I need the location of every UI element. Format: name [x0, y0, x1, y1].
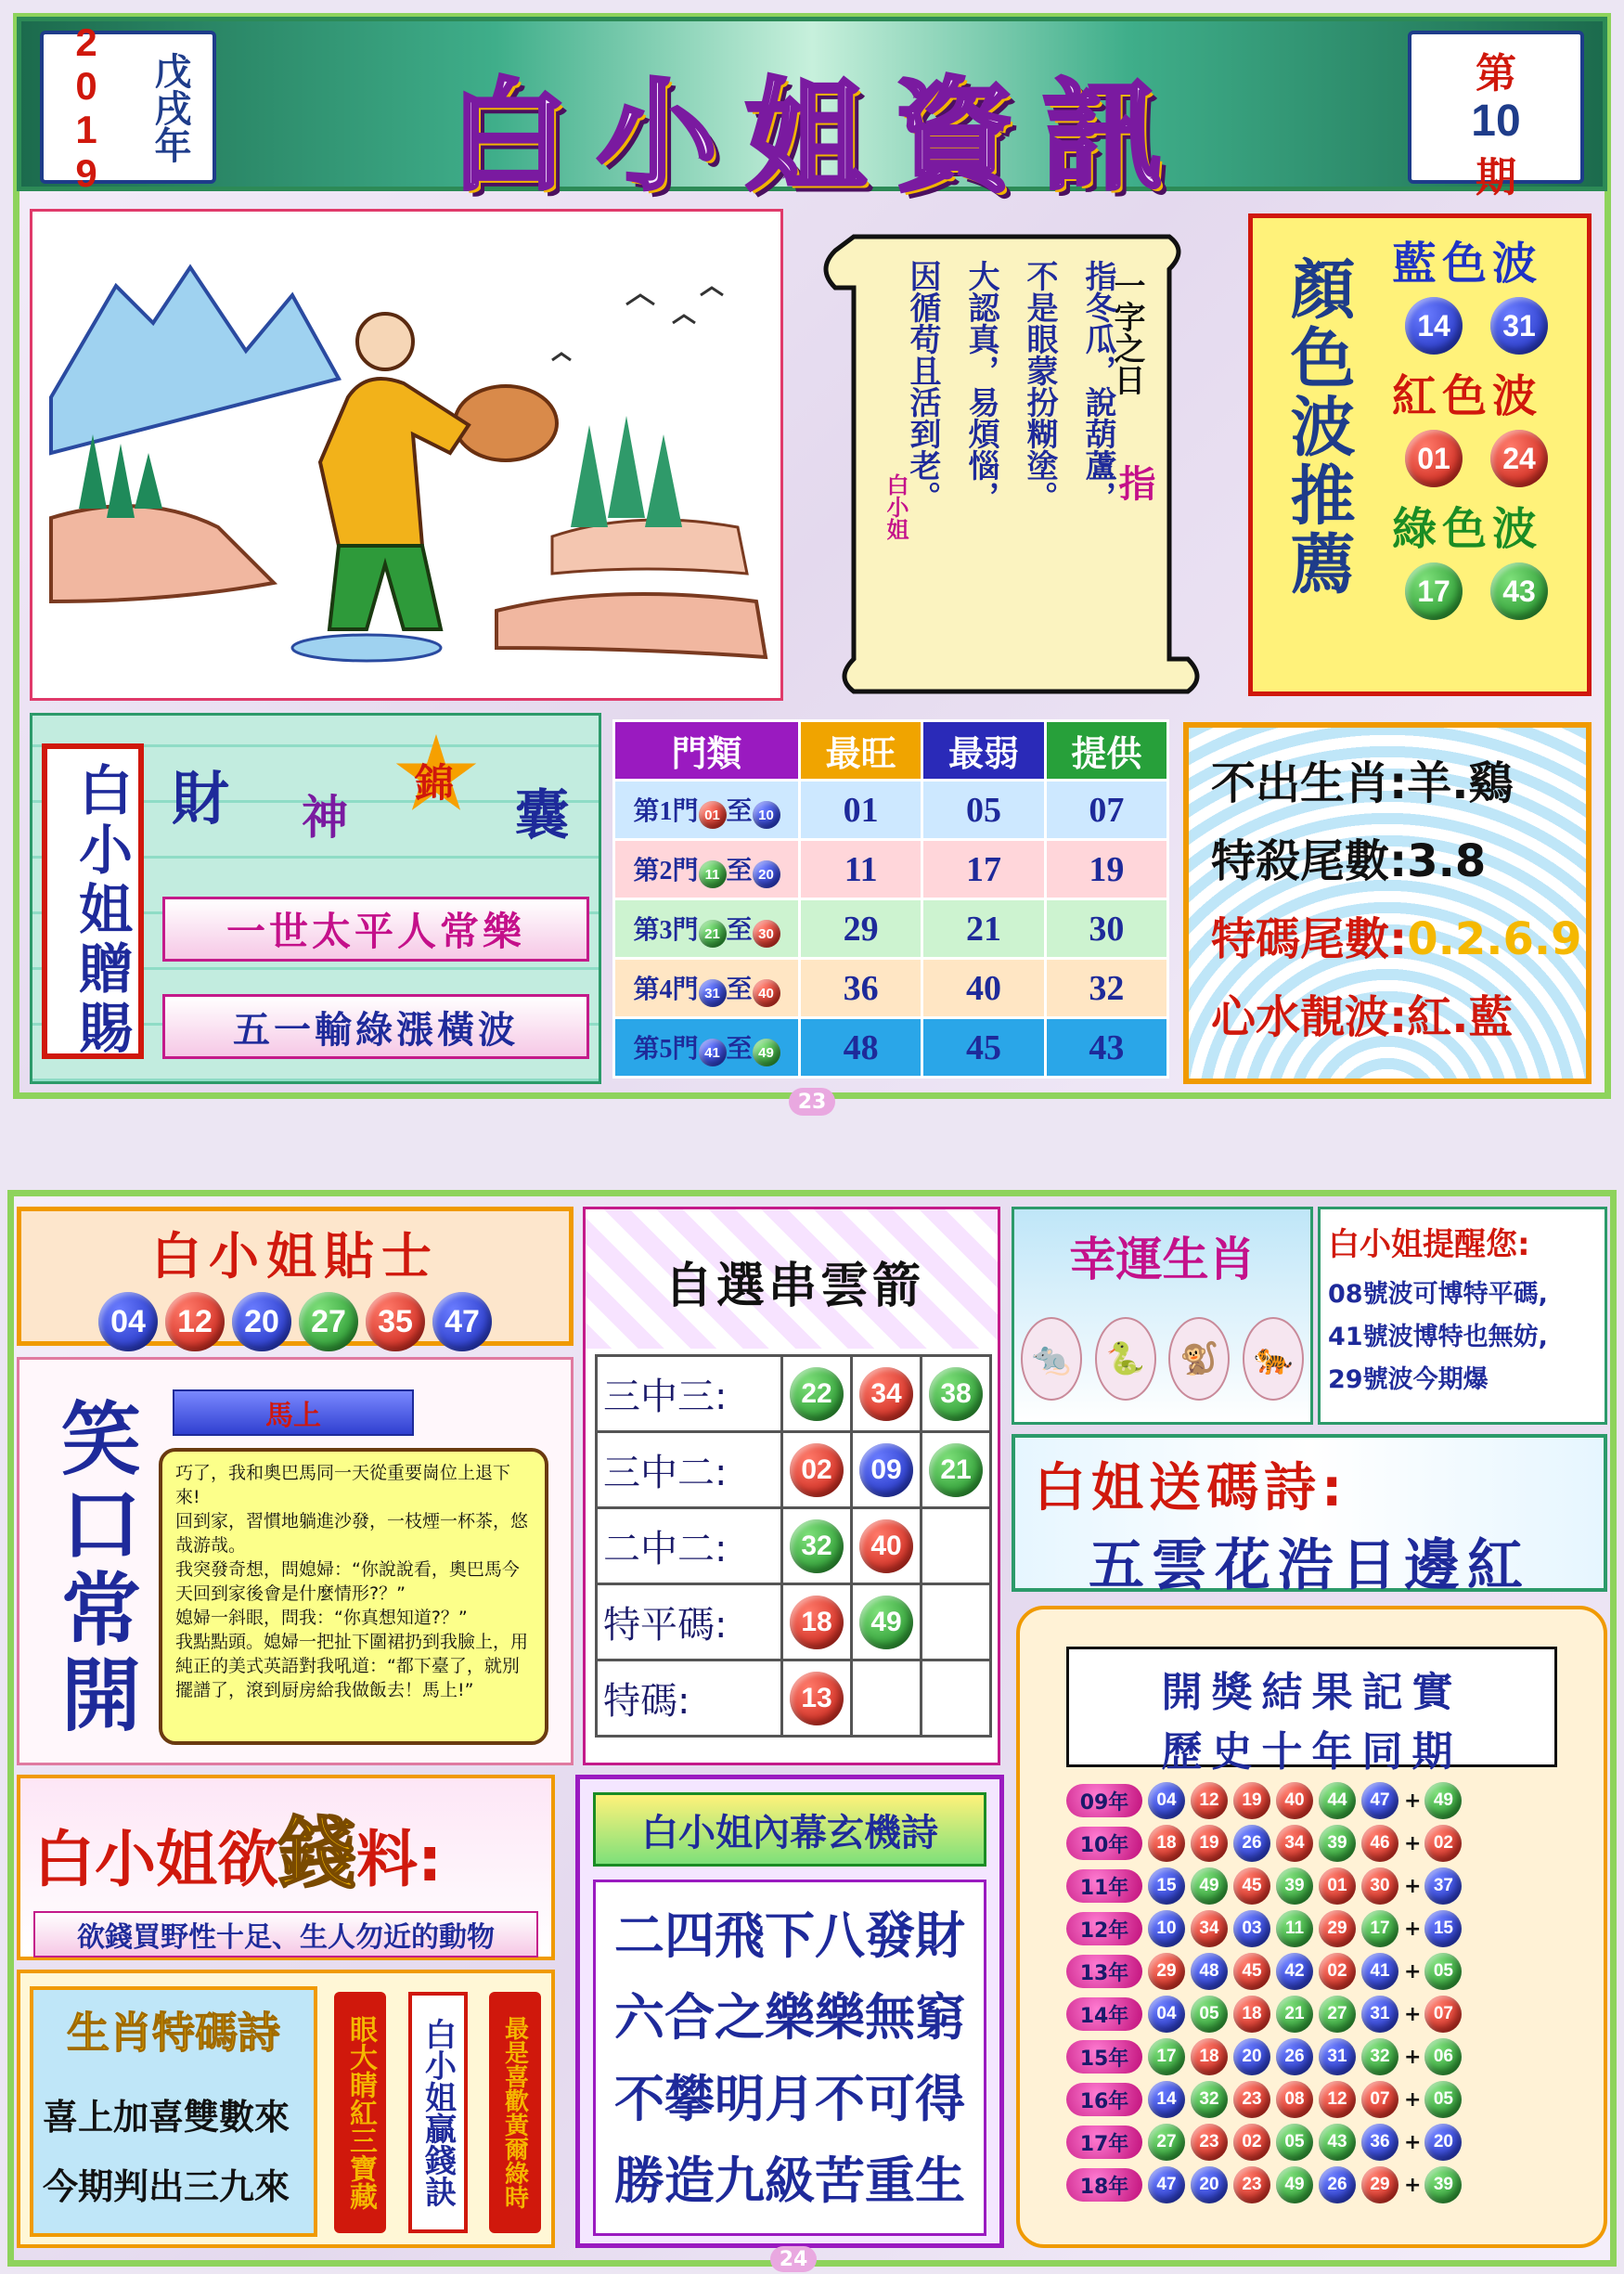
- scroll-right-text: 最是喜歡黃爾綠時: [489, 1992, 541, 2233]
- info-panel: [1183, 722, 1592, 1084]
- plus-sign: +: [1404, 1831, 1422, 1855]
- info-no-zodiac: 不出生肖:羊.鷄: [1211, 757, 1514, 809]
- combo-ball: 21: [929, 1443, 983, 1497]
- combo-ball: 32: [790, 1519, 844, 1573]
- door-header-min: 最弱: [922, 721, 1045, 781]
- combo-header: [586, 1209, 998, 1349]
- combo-ball: 49: [859, 1596, 913, 1649]
- history-year: 11年: [1066, 1869, 1142, 1903]
- combo-ball: 13: [790, 1672, 844, 1725]
- green-wave-label: 綠色波: [1392, 503, 1543, 555]
- history-special-ball: 49: [1424, 1782, 1462, 1819]
- secret-poem-line: 勝造九級苦重生: [614, 2151, 965, 2210]
- combo-label: 三中三:: [597, 1356, 782, 1432]
- history-ball: 26: [1276, 2038, 1313, 2075]
- combo-label: 三中二:: [597, 1432, 782, 1508]
- combo-ball: 02: [790, 1443, 844, 1497]
- info-kill-tail: 特殺尾數:3.8: [1211, 835, 1487, 887]
- door-row-2: [614, 840, 1168, 899]
- door-row-4: [614, 959, 1168, 1018]
- history-ball: 18: [1148, 1825, 1185, 1862]
- history-ball: 23: [1233, 2081, 1270, 2118]
- history-ball: 41: [1361, 1953, 1398, 1990]
- blue-wave-label: 藍色波: [1392, 238, 1543, 290]
- history-ball: 18: [1191, 2038, 1228, 2075]
- history-row: [1066, 1994, 1604, 2035]
- history-year: 13年: [1066, 1955, 1142, 1988]
- door-header-offer: 提供: [1045, 721, 1167, 781]
- color-wave-title: 顏色波推薦: [1280, 255, 1356, 599]
- history-special-ball: 02: [1424, 1825, 1462, 1862]
- info-wave: 心水靚波:紅.藍: [1211, 991, 1514, 1043]
- door-cell: 45: [922, 1018, 1045, 1078]
- door-cell: 32: [1045, 959, 1167, 1018]
- history-ball: 26: [1319, 2166, 1356, 2203]
- plus-sign: +: [1404, 1789, 1422, 1813]
- history-special-ball: 05: [1424, 2081, 1462, 2118]
- history-year: 15年: [1066, 2040, 1142, 2074]
- secret-poem-line: 六合之樂樂無窮: [614, 1988, 965, 2047]
- plus-sign: +: [1404, 1917, 1422, 1941]
- zodiac-poem-title: 生肖特碼詩: [67, 2008, 280, 2058]
- history-ball: 17: [1148, 2038, 1185, 2075]
- door-cell: 36: [800, 959, 922, 1018]
- history-ball: 04: [1148, 1996, 1185, 2033]
- history-ball: 43: [1319, 2124, 1356, 2161]
- history-year: 16年: [1066, 2083, 1142, 2116]
- tip-ball: 04: [98, 1292, 158, 1351]
- history-ball: 36: [1361, 2124, 1398, 2161]
- reminder-line-3: 29號波今期爆: [1328, 1365, 1489, 1394]
- tips-title: 白小姐貼士: [151, 1227, 439, 1286]
- scroll-poem: [798, 232, 1234, 696]
- history-ball: 49: [1276, 2166, 1313, 2203]
- history-ball: 10: [1148, 1910, 1185, 1947]
- plus-sign: +: [1404, 2002, 1422, 2026]
- ball-01: 01: [1405, 430, 1463, 487]
- monkey-icon: 🐒: [1168, 1317, 1230, 1401]
- snake-icon: 🐍: [1095, 1317, 1156, 1401]
- history-ball: 40: [1276, 1782, 1313, 1819]
- history-ball: 21: [1276, 1996, 1313, 2033]
- scroll-left-text: 眼大睛紅三寶藏: [334, 1992, 386, 2233]
- history-ball: 19: [1191, 1825, 1228, 1862]
- history-ball: 32: [1361, 2038, 1398, 2075]
- door-header-max: 最旺: [800, 721, 922, 781]
- history-ball: 44: [1319, 1782, 1356, 1819]
- history-special-ball: 07: [1424, 1996, 1462, 2033]
- door-cell: 43: [1045, 1018, 1167, 1078]
- door-cell: 40: [922, 959, 1045, 1018]
- door-cell: 17: [922, 840, 1045, 899]
- combo-label: 特碼:: [597, 1660, 782, 1737]
- lucky-title: 幸運生肖: [1069, 1233, 1256, 1286]
- combo-row: [597, 1660, 991, 1737]
- history-ball: 34: [1276, 1825, 1313, 1862]
- riddle-head: 一字之日: [1108, 269, 1145, 395]
- history-special-ball: 37: [1424, 1867, 1462, 1905]
- lucky-panel: [1012, 1207, 1313, 1425]
- red-wave-label: 紅色波: [1392, 370, 1543, 422]
- year-number: 2019: [64, 19, 109, 195]
- door-cell: 21: [922, 899, 1045, 959]
- history-ball: 45: [1233, 1953, 1270, 1990]
- gift-word-cai: 財: [172, 765, 230, 833]
- history-ball: 39: [1276, 1867, 1313, 1905]
- history-ball: 20: [1191, 2166, 1228, 2203]
- color-wave-panel: [1248, 213, 1592, 696]
- combo-ball: 38: [929, 1367, 983, 1421]
- history-ball: 08: [1276, 2081, 1313, 2118]
- history-ball: 29: [1319, 1910, 1356, 1947]
- rat-icon: 🐀: [1021, 1317, 1082, 1401]
- history-ball: 11: [1276, 1910, 1313, 1947]
- combo-row: [597, 1508, 991, 1584]
- ball-14: 14: [1405, 297, 1463, 355]
- history-year: 10年: [1066, 1827, 1142, 1860]
- door-header-type: 門類: [614, 721, 800, 781]
- secret-poem-title: 白小姐內幕玄機詩: [593, 1792, 986, 1867]
- combo-ball: 34: [859, 1367, 913, 1421]
- gift-line-2: 五一輸綠漲橫波: [162, 994, 589, 1059]
- history-title-1: 開獎結果記實: [1161, 1669, 1463, 1716]
- door-cell: 07: [1045, 781, 1167, 840]
- page-number-23: 23: [789, 1088, 835, 1116]
- history-ball: 18: [1233, 1996, 1270, 2033]
- illustration-panel: [30, 209, 783, 701]
- combo-label: 二中二:: [597, 1508, 782, 1584]
- history-title-2: 歷史十年同期: [1161, 1728, 1463, 1776]
- history-ball: 05: [1276, 2124, 1313, 2161]
- tip-ball: 35: [366, 1292, 425, 1351]
- history-panel: [1016, 1606, 1607, 2248]
- history-year: 14年: [1066, 1997, 1142, 2031]
- history-year: 18年: [1066, 2168, 1142, 2202]
- history-year: 09年: [1066, 1784, 1142, 1817]
- history-ball: 27: [1148, 2124, 1185, 2161]
- scroll-line-2: 不是眼蒙扮糊塗。: [1021, 260, 1058, 512]
- history-ball: 15: [1148, 1867, 1185, 1905]
- history-ball: 27: [1319, 1996, 1356, 2033]
- scroll-mid-text: 白小姐贏錢訣: [408, 1992, 468, 2233]
- plus-sign: +: [1404, 1874, 1422, 1898]
- door-row-5: [614, 1018, 1168, 1078]
- history-row: [1066, 2079, 1604, 2120]
- door-table: [612, 719, 1169, 1079]
- combo-ball: 18: [790, 1596, 844, 1649]
- ball-17: 17: [1405, 562, 1463, 620]
- tips-balls: [21, 1292, 569, 1351]
- history-row: [1066, 2164, 1604, 2205]
- combo-row: [597, 1584, 991, 1660]
- history-ball: 47: [1148, 2166, 1185, 2203]
- door-cell: 05: [922, 781, 1045, 840]
- page-title: 白小姐資訊: [447, 65, 1191, 207]
- issue-number: 10: [1471, 97, 1521, 146]
- poem-gift-line: 五雲花浩日邊紅: [1089, 1533, 1530, 1598]
- combo-ball: 22: [790, 1367, 844, 1421]
- door-cell: 19: [1045, 840, 1167, 899]
- gift-line-1: 一世太平人常樂: [162, 897, 589, 962]
- color-wave-groups: [1392, 227, 1587, 620]
- poem-gift-title: 白姐送碼詩:: [1034, 1458, 1348, 1518]
- scroll-signature: 白小姐: [883, 473, 909, 540]
- door-range: 第3門 21 至 30: [614, 899, 800, 959]
- zodiac-poem-box: [30, 1986, 317, 2237]
- reminder-panel: [1318, 1207, 1607, 1425]
- combo-ball: 40: [859, 1519, 913, 1573]
- reminder-title: 白小姐提醒您:: [1328, 1226, 1530, 1263]
- history-special-ball: 20: [1424, 2124, 1462, 2161]
- joke-panel: [17, 1357, 574, 1765]
- issue-suffix: 期: [1476, 154, 1516, 201]
- gift-word-jin: 錦: [415, 760, 455, 806]
- door-range: 第1門 01 至 10: [614, 781, 800, 840]
- door-range: 第5門 41 至 49: [614, 1018, 800, 1078]
- joke-banner: 馬上: [173, 1389, 414, 1436]
- history-row: [1066, 1908, 1604, 1949]
- plus-sign: +: [1404, 1959, 1422, 1983]
- issue-prefix: 第: [1476, 50, 1516, 97]
- history-rows: [1066, 1780, 1604, 2205]
- plus-sign: +: [1404, 2130, 1422, 2154]
- history-ball: 45: [1233, 1867, 1270, 1905]
- ball-31: 31: [1490, 297, 1548, 355]
- year-name: 戊戌年: [148, 51, 191, 163]
- history-ball: 23: [1233, 2166, 1270, 2203]
- history-row: [1066, 2122, 1604, 2163]
- tip-ball: 47: [432, 1292, 492, 1351]
- scroll-lines: [900, 260, 1121, 659]
- lucky-animals: [1014, 1317, 1310, 1401]
- history-ball: 42: [1276, 1953, 1313, 1990]
- history-row: [1066, 1823, 1604, 1864]
- history-title-box: [1066, 1647, 1557, 1776]
- history-ball: 48: [1191, 1953, 1228, 1990]
- scroll-line-1: 指冬瓜，說葫蘆，: [1079, 260, 1116, 512]
- gift-word-shen: 神: [302, 791, 348, 845]
- info-special-tail: 特碼尾數:0.2.6.9: [1211, 913, 1582, 965]
- riddle-answer: 指: [1113, 464, 1155, 501]
- combo-row: [597, 1432, 991, 1508]
- history-ball: 02: [1319, 1953, 1356, 1990]
- gift-word-nang: 囊: [515, 783, 570, 846]
- tiger-icon: 🐅: [1243, 1317, 1304, 1401]
- history-ball: 01: [1319, 1867, 1356, 1905]
- secret-poem-panel: [575, 1775, 1004, 2248]
- gift-side-title: 白小姐贈賜: [70, 762, 133, 1059]
- door-row-3: [614, 899, 1168, 959]
- history-special-ball: 05: [1424, 1953, 1462, 1990]
- history-ball: 29: [1361, 2166, 1398, 2203]
- combo-title: 自選串雲箭: [664, 1259, 924, 1314]
- door-range: 第2門 11 至 20: [614, 840, 800, 899]
- history-ball: 04: [1148, 1782, 1185, 1819]
- history-ball: 19: [1233, 1782, 1270, 1819]
- history-ball: 34: [1191, 1910, 1228, 1947]
- header-banner: [17, 17, 1607, 207]
- history-ball: 49: [1191, 1867, 1228, 1905]
- secret-poem-body: [593, 1880, 986, 2236]
- ball-43: 43: [1490, 562, 1548, 620]
- history-ball: 12: [1319, 2081, 1356, 2118]
- ball-24: 24: [1490, 430, 1548, 487]
- combo-ball: 09: [859, 1443, 913, 1497]
- joke-text: 巧了，我和奧巴馬同一天從重要崗位上退下來! 回到家，習慣地躺進沙發，一枝煙一杯茶，悠哉游哉。 我突發奇想，問媳婦：“你說說看，奧巴馬今天回到家後會是什麼情形?？” 媳婦一斜眼，問我：“你真想知道?？” 我點點頭。媳婦一把扯下圍裙扔到我臉上，用純正的美式英語對我吼道：“都下臺了，就別擺譜了，滾到厨房給我做飯去！馬上!”: [159, 1448, 548, 1745]
- combo-panel: [583, 1207, 1000, 1765]
- history-ball: 05: [1191, 1996, 1228, 2033]
- reminder-line-1: 08號波可博特平碼,: [1328, 1280, 1548, 1309]
- door-cell: 29: [800, 899, 922, 959]
- history-ball: 17: [1361, 1910, 1398, 1947]
- blue-wave-balls: [1405, 297, 1587, 355]
- money-title: 白小姐欲錢料:: [33, 1808, 443, 1899]
- reminder-line-2: 41號波博特也無妨,: [1328, 1323, 1548, 1351]
- history-ball: 47: [1361, 1782, 1398, 1819]
- history-year: 12年: [1066, 1912, 1142, 1945]
- history-ball: 14: [1148, 2081, 1185, 2118]
- combo-label: 特平碼:: [597, 1584, 782, 1660]
- door-table-panel: [612, 719, 1169, 1083]
- money-sub: 欲錢買野性十足、生人勿近的動物: [33, 1911, 538, 1957]
- door-row-1: [614, 781, 1168, 840]
- door-range: 第4門 31 至 40: [614, 959, 800, 1018]
- plus-sign: +: [1404, 2087, 1422, 2112]
- joke-side-title: 笑口常開: [47, 1397, 140, 1738]
- red-wave-balls: [1405, 430, 1587, 487]
- history-ball: 26: [1233, 1825, 1270, 1862]
- plus-sign: +: [1404, 2173, 1422, 2197]
- tip-ball: 20: [232, 1292, 291, 1351]
- history-ball: 31: [1361, 1996, 1398, 2033]
- money-panel: [17, 1775, 555, 1960]
- tips-panel: [17, 1207, 574, 1346]
- history-ball: 32: [1191, 2081, 1228, 2118]
- tip-ball: 12: [165, 1292, 225, 1351]
- history-ball: 20: [1233, 2038, 1270, 2075]
- history-ball: 07: [1361, 2081, 1398, 2118]
- history-ball: 12: [1191, 1782, 1228, 1819]
- door-cell: 11: [800, 840, 922, 899]
- year-book: [40, 19, 216, 195]
- history-ball: 31: [1319, 2038, 1356, 2075]
- history-row: [1066, 1866, 1604, 1906]
- door-cell: 01: [800, 781, 922, 840]
- secret-poem-line: 二四飛下八發財: [614, 1906, 965, 1965]
- issue-book: [1408, 31, 1584, 201]
- history-ball: 30: [1361, 1867, 1398, 1905]
- history-ball: 29: [1148, 1953, 1185, 1990]
- history-ball: 03: [1233, 1910, 1270, 1947]
- tip-ball: 27: [299, 1292, 358, 1351]
- zodiac-poem-line-1: 喜上加喜雙數來: [43, 2097, 290, 2138]
- page-number-24: 24: [770, 2246, 817, 2272]
- history-special-ball: 39: [1424, 2166, 1462, 2203]
- history-special-ball: 15: [1424, 1910, 1462, 1947]
- history-ball: 23: [1191, 2124, 1228, 2161]
- scroll-line-3: 大認真，易煩惱，: [962, 260, 999, 512]
- plus-sign: +: [1404, 2045, 1422, 2069]
- history-year: 17年: [1066, 2125, 1142, 2159]
- zodiac-poem-panel: [17, 1970, 555, 2248]
- gift-panel: [30, 713, 601, 1084]
- landscape-illustration: [32, 212, 780, 698]
- zodiac-poem-line-2: 今期判出三九來: [43, 2166, 290, 2207]
- door-cell: 48: [800, 1018, 922, 1078]
- green-wave-balls: [1405, 562, 1587, 620]
- history-ball: 46: [1361, 1825, 1398, 1862]
- combo-row: [597, 1356, 991, 1432]
- history-row: [1066, 1951, 1604, 1992]
- secret-poem-line: 不攀明月不可得: [614, 2070, 965, 2128]
- history-ball: 39: [1319, 1825, 1356, 1862]
- door-cell: 30: [1045, 899, 1167, 959]
- poem-gift-panel: [1012, 1434, 1607, 1598]
- history-ball: 02: [1233, 2124, 1270, 2161]
- history-special-ball: 06: [1424, 2038, 1462, 2075]
- history-row: [1066, 2036, 1604, 2077]
- scroll-line-4: 因循苟且活到老。: [904, 260, 941, 512]
- history-row: [1066, 1780, 1604, 1821]
- combo-table: [595, 1354, 992, 1738]
